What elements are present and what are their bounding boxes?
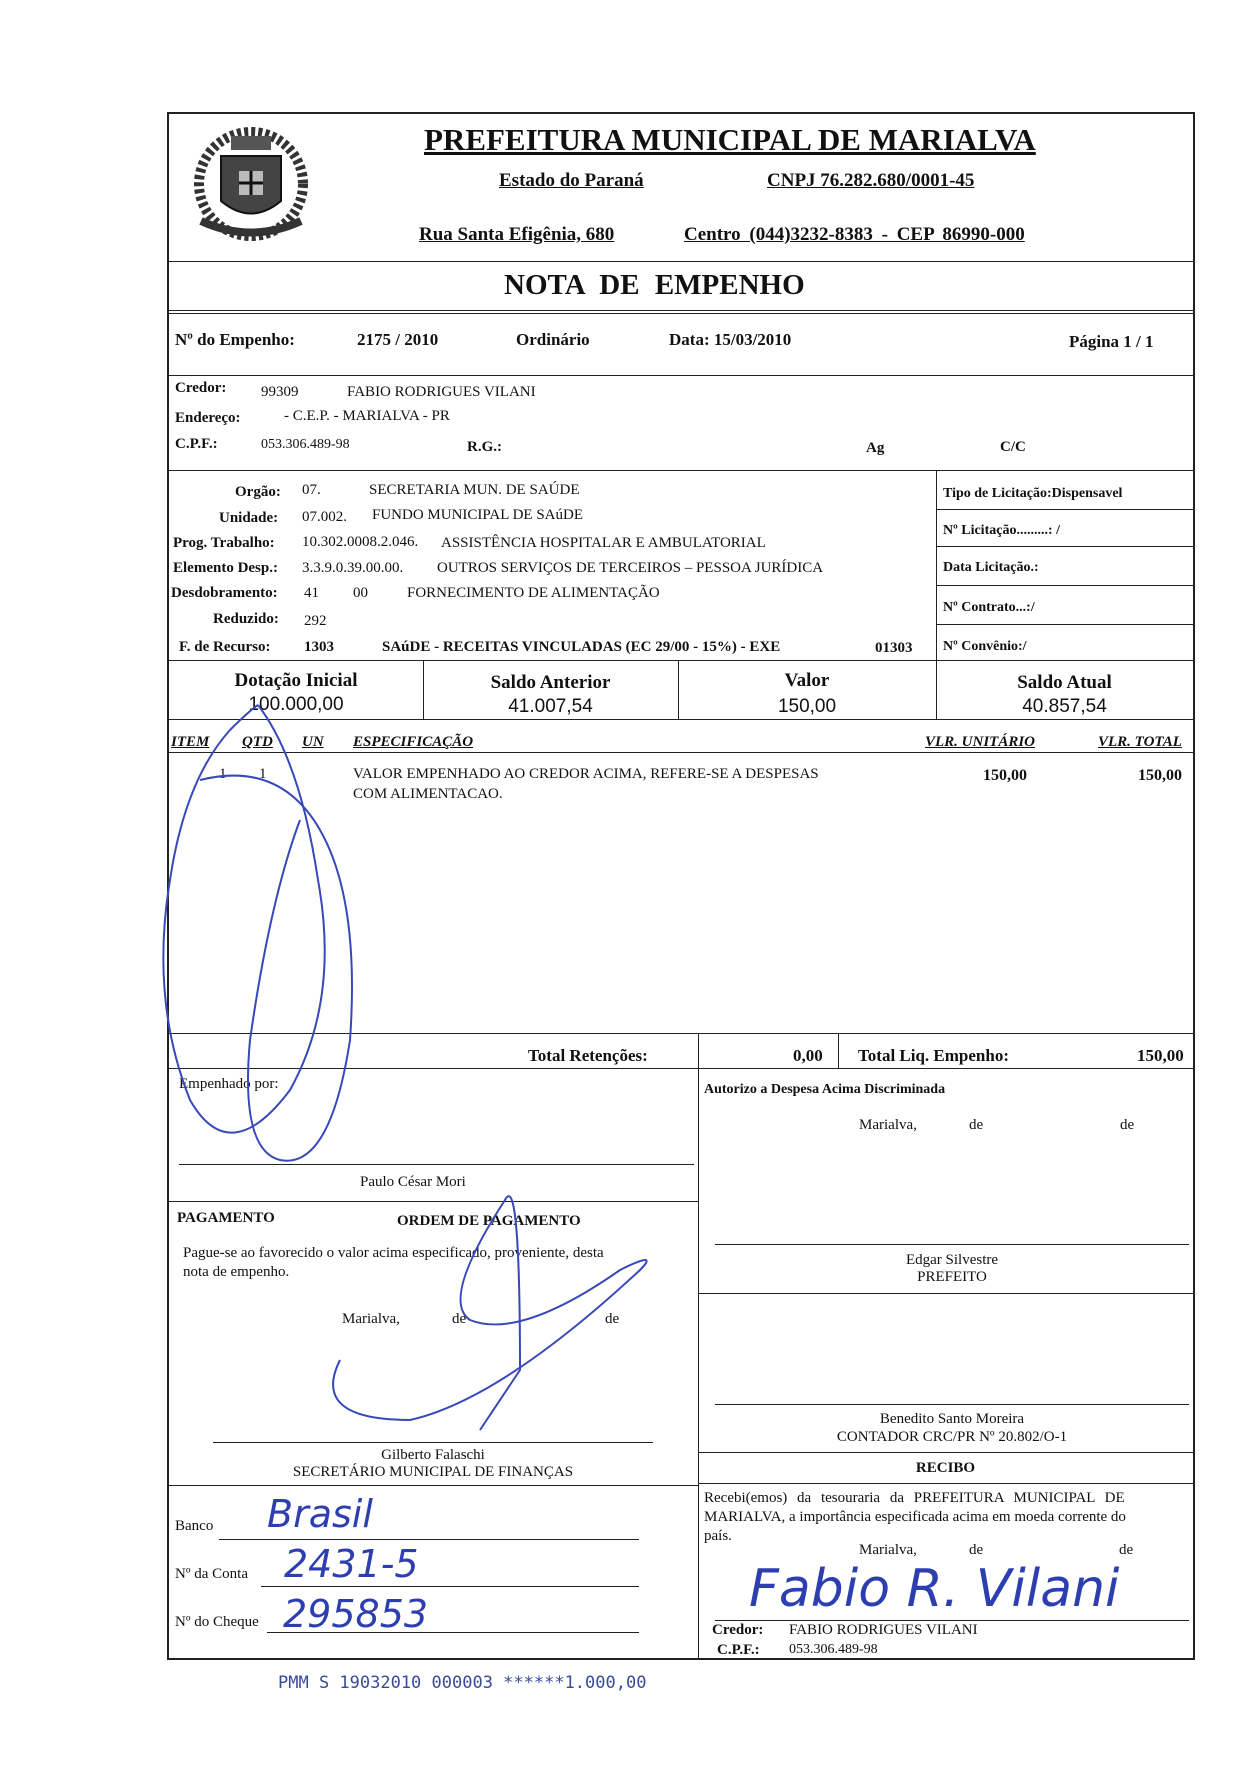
liquido-label: Total Liq. Empenho: (858, 1046, 1009, 1065)
state-label: Estado do Paraná (499, 170, 644, 191)
col-total-header: VLR. TOTAL (1098, 734, 1182, 750)
recurso-label: F. de Recurso: (179, 639, 271, 655)
empenho-date: Data: 15/03/2010 (669, 330, 792, 349)
col-spec-header: ESPECIFICAÇÃO (353, 734, 474, 750)
credor-label: Credor: (175, 380, 227, 396)
cnpj-label: CNPJ 76.282.680/0001-45 (767, 170, 975, 191)
pagamento-de-1: de (452, 1311, 467, 1327)
prefeito-name: Edgar Silvestre (905, 1252, 999, 1268)
conta-handwritten: 2431-5 (284, 1542, 419, 1586)
dotacao-value: 100.000,00 (248, 694, 344, 715)
orgao-desc: SECRETARIA MUN. DE SAÚDE (369, 482, 580, 498)
desdobramento-desc: FORNECIMENTO DE ALIMENTAÇÃO (407, 585, 660, 601)
pagamento-city: Marialva, (342, 1311, 400, 1327)
saldo-anterior-label: Saldo Anterior (490, 672, 611, 693)
saldo-anterior-value: 41.007,54 (508, 696, 593, 717)
conta-label: Nº da Conta (175, 1566, 248, 1582)
desdobramento-code: 41 (304, 585, 319, 601)
col-item-header: ITEM (171, 734, 210, 750)
recibo-text-line-1: Recebi(emos) da tesouraria da PREFEITURA MUNICIPAL DE (704, 1490, 1125, 1506)
desdobramento-label: Desdobramento: (171, 585, 278, 601)
numero-contrato: Nº Contrato...:/ (943, 600, 1035, 615)
saldo-atual-value: 40.857,54 (1022, 696, 1107, 717)
recibo-city: Marialva, (859, 1542, 917, 1558)
elemento-desc: OUTROS SERVIÇOS DE TERCEIROS – PESSOA JURÍDICA (437, 560, 824, 576)
valor-label: Valor (784, 670, 830, 691)
page-indicator: Página 1 / 1 (1069, 332, 1154, 351)
cheque-handwritten: 295853 (283, 1592, 429, 1636)
autorizo-de-1: de (969, 1117, 984, 1133)
recibo-cpf-label: C.P.F.: (717, 1642, 760, 1658)
row-total-value: 150,00 (1138, 767, 1182, 784)
col-unit-header: VLR. UNITÁRIO (925, 734, 1036, 750)
retencoes-value: 0,00 (793, 1046, 823, 1065)
autorizo-de-2: de (1120, 1117, 1135, 1133)
col-qtd-header: QTD (242, 734, 273, 750)
elemento-code: 3.3.9.0.39.00.00. (302, 560, 404, 576)
unidade-label: Unidade: (219, 510, 279, 526)
pagamento-de-2: de (605, 1311, 620, 1327)
recurso-desc: SAúDE - RECEITAS VINCULADAS (EC 29/00 - 15%) - EXE (382, 639, 781, 655)
cpf-value: 053.306.489-98 (261, 437, 350, 452)
saldo-atual-label: Saldo Atual (1017, 672, 1112, 693)
recurso-code-2: 01303 (875, 640, 913, 656)
unidade-desc: FUNDO MUNICIPAL DE SAúDE (372, 507, 583, 523)
desdobramento-sub: 00 (353, 585, 368, 601)
valor-value: 150,00 (777, 696, 837, 717)
prog-desc: ASSISTÊNCIA HOSPITALAR E AMBULATORIAL (441, 535, 766, 551)
contador-name: Benedito Santo Moreira (879, 1411, 1025, 1427)
recibo-label: RECIBO (915, 1460, 976, 1476)
prefeito-title: PREFEITO (917, 1269, 987, 1285)
cpf-label: C.P.F.: (175, 436, 218, 452)
credor-signature: Fabio R. Vilani (749, 1559, 1120, 1619)
orgao-label: Orgão: (235, 484, 281, 500)
autorizo-label: Autorizo a Despesa Acima Discriminada (704, 1082, 946, 1097)
banco-label: Banco (175, 1518, 214, 1534)
unidade-code: 07.002. (302, 509, 347, 525)
numero-convenio: Nº Convênio:/ (943, 639, 1027, 654)
agency-label: Ag (866, 440, 885, 456)
reduzido-value: 292 (304, 613, 327, 629)
liquido-value: 150,00 (1137, 1046, 1184, 1065)
tipo-licitacao: Tipo de Licitação:Dispensavel (943, 486, 1123, 501)
empenho-number-label: Nº do Empenho: (175, 330, 295, 349)
col-un-header: UN (302, 734, 324, 750)
account-label: C/C (1000, 439, 1026, 455)
row-item: 1 (219, 766, 227, 782)
dotacao-label: Dotação Inicial (234, 670, 358, 691)
recibo-text-line-3: país. (704, 1528, 732, 1544)
recibo-credor-name: FABIO RODRIGUES VILANI (789, 1622, 978, 1638)
credor-code: 99309 (261, 384, 299, 400)
contact-label: Centro (044)3232-8383 - CEP 86990-000 (684, 224, 1025, 245)
endereco-value: - C.E.P. - MARIALVA - PR (284, 408, 450, 424)
prog-label: Prog. Trabalho: (173, 535, 275, 551)
rg-label: R.G.: (467, 439, 502, 455)
numero-licitacao: Nº Licitação.........: / (943, 523, 1060, 538)
empenhado-por-label: Empenhado por: (179, 1076, 279, 1092)
recibo-de-1: de (969, 1542, 984, 1558)
orgao-code: 07. (302, 482, 321, 498)
row-spec-line-2: COM ALIMENTACAO. (353, 786, 503, 802)
pagamento-label: PAGAMENTO (177, 1210, 275, 1226)
prog-code: 10.302.0008.2.046. (302, 534, 419, 550)
credor-name: FABIO RODRIGUES VILANI (347, 384, 536, 400)
secretario-title: SECRETÁRIO MUNICIPAL DE FINANÇAS (292, 1464, 574, 1480)
recibo-cpf-value: 053.306.489-98 (789, 1642, 878, 1657)
recibo-de-2: de (1119, 1542, 1134, 1558)
recibo-credor-label: Credor: (712, 1622, 764, 1638)
pagamento-text-line-1: Pague-se ao favorecido o valor acima especificado, proveniente, desta (183, 1245, 604, 1261)
empenhado-name: Paulo César Mori (360, 1174, 466, 1190)
data-licitacao: Data Licitação.: (943, 560, 1039, 575)
endereco-label: Endereço: (175, 410, 241, 426)
elemento-label: Elemento Desp.: (173, 560, 278, 576)
cheque-label: Nº do Cheque (175, 1614, 259, 1630)
municipality-title: PREFEITURA MUNICIPAL DE MARIALVA (424, 122, 1036, 157)
secretario-name: Gilberto Falaschi (381, 1447, 485, 1463)
recibo-text-line-2: MARIALVA, a importância especificada acima em moeda corrente do (704, 1509, 1126, 1525)
contador-title: CONTADOR CRC/PR Nº 20.802/O-1 (836, 1429, 1068, 1445)
row-unit-value: 150,00 (983, 767, 1027, 784)
street-label: Rua Santa Efigênia, 680 (419, 224, 615, 245)
footer-stamp: PMM S 19032010 000003 ******1.000,00 (278, 1673, 647, 1693)
empenho-type: Ordinário (516, 330, 590, 349)
empenho-number: 2175 / 2010 (357, 330, 439, 349)
pagamento-text-line-2: nota de empenho. (183, 1264, 290, 1280)
reduzido-label: Reduzido: (213, 611, 279, 627)
autorizo-city: Marialva, (859, 1117, 917, 1133)
recurso-code: 1303 (304, 639, 334, 655)
retencoes-label: Total Retenções: (528, 1046, 648, 1065)
banco-handwritten: Brasil (267, 1492, 373, 1536)
ordem-pagamento-label: ORDEM DE PAGAMENTO (397, 1213, 581, 1229)
document-title: NOTA DE EMPENHO (504, 269, 805, 301)
row-qtd: 1 (259, 766, 267, 782)
row-spec-line-1: VALOR EMPENHADO AO CREDOR ACIMA, REFERE-SE A DESPESAS (353, 766, 819, 782)
